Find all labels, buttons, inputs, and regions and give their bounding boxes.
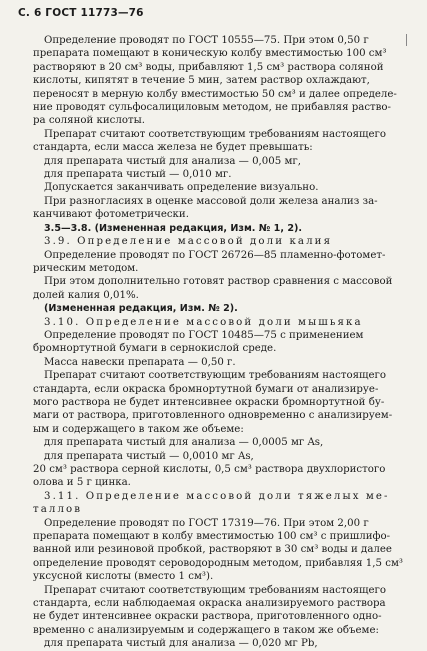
text-line: При разногласиях в оценке массовой доли железа анализ за- [44, 195, 378, 207]
text-line: Определение проводят по ГОСТ 10485—75 с применением [44, 329, 364, 341]
text-line: для препарата чистый для анализа — 0,0005 мг As, [44, 437, 324, 449]
section-heading: таллов [33, 504, 83, 516]
text-line: переносят в мерную колбу вместимостью 50 см³ и далее определе- [33, 88, 397, 100]
text-line: Препарат считают соответствующим требованиям настоящего [44, 370, 386, 382]
text-line: Масса навески препарата — 0,50 г. [44, 356, 236, 368]
text-line: Допускается заканчивать определение визуально. [44, 182, 319, 194]
text-line: 20 см³ раствора серной кислоты, 0,5 см³ раствора двухлористого [33, 464, 386, 475]
text-line: Определение проводят по ГОСТ 10555—75. При этом 0,50 г [44, 35, 369, 46]
text-line: бромнортутной бумаги в сернокислой среде. [33, 343, 277, 355]
text-line: Препарат считают соответствующим требованиям настоящего [44, 584, 386, 596]
amendment-note: 3.5—3.8. (Измененная редакция, Изм. № 1, 2). [44, 222, 303, 234]
text-line: стандарта, если масса железа не будет превышать: [33, 142, 313, 154]
text-line: для препарата чистый для анализа — 0,020 мг Pb, [44, 638, 318, 650]
text-line: ние проводят сульфосалициловым методом, не прибавляя раство- [33, 102, 391, 114]
section-heading: 3.11. Определение массовой доли тяжелых ме- [44, 490, 390, 502]
text-line: При этом дополнительно готовят раствор сравнения с массовой [44, 276, 393, 288]
text-line: растворяют в 20 см³ воды, прибавляют 1,5 см³ раствора соляной [33, 61, 384, 73]
text-line: не будет интенсивнее окраски раствора, приготовленного одно- [33, 611, 382, 623]
text-line: кислоты, кипятят в течение 5 мин, затем раствор охлаждают, [33, 75, 370, 87]
text-line: стандарта, если окраска бромнортутной бумаги от анализируе- [33, 383, 379, 395]
text-line: Определение проводят по ГОСТ 26726—85 пламенно-фотомет- [44, 249, 386, 261]
text-line: для препарата чистый для анализа — 0,005 мг, [44, 155, 301, 167]
text-line: долей калия 0,01%. [33, 289, 139, 301]
text-line: Определение проводят по ГОСТ 17319—76. При этом 2,00 г [44, 517, 369, 529]
text-line: временно с анализируемым и содержащего в таком же объеме: [33, 624, 379, 636]
section-heading: 3.9. Определение массовой доли калия [44, 236, 333, 248]
amendment-note: (Измененная редакция, Изм. № 2). [44, 303, 238, 315]
document-body [33, 34, 407, 651]
text-line: для препарата чистый — 0,0010 мг As, [44, 450, 254, 462]
text-line: ра соляной кислоты. [33, 115, 145, 127]
text-line: рическим методом. [33, 262, 139, 274]
text-line: ванной или резиновой пробкой, растворяют в 30 см³ воды и далее [33, 544, 392, 556]
text-line: уксусной кислоты (вместо 1 см³). [33, 571, 214, 583]
text-line: канчивают фотометрически. [33, 209, 189, 221]
page-header: С. 6 ГОСТ 11773—76 [18, 7, 144, 19]
text-line: олова и 5 г цинка. [33, 477, 131, 489]
text-line: мого раствора не будет интенсивнее окраски бромнортутной бу- [33, 396, 385, 408]
text-line: маги от раствора, приготовленного одновременно с анализируем- [33, 410, 393, 422]
text-line: ым и содержащего в таком же объеме: [33, 423, 244, 435]
text-line: Препарат считают соответствующим требованиям настоящего [44, 128, 386, 140]
text-line: для препарата чистый — 0,010 мг. [44, 169, 232, 181]
text-line: препарата помещают в коническую колбу вместимостью 100 см³ [33, 48, 387, 60]
text-line: определение проводят сероводородным методом, прибавляя 1,5 см³ [33, 557, 403, 569]
text-line: стандарта, если наблюдаемая окраска анализируемого раствора [33, 598, 386, 610]
section-heading: 3.10. Определение массовой доли мышьяка [44, 316, 363, 328]
text-line: препарата помещают в колбу вместимостью 100 см³ с пришлифо- [33, 531, 391, 543]
